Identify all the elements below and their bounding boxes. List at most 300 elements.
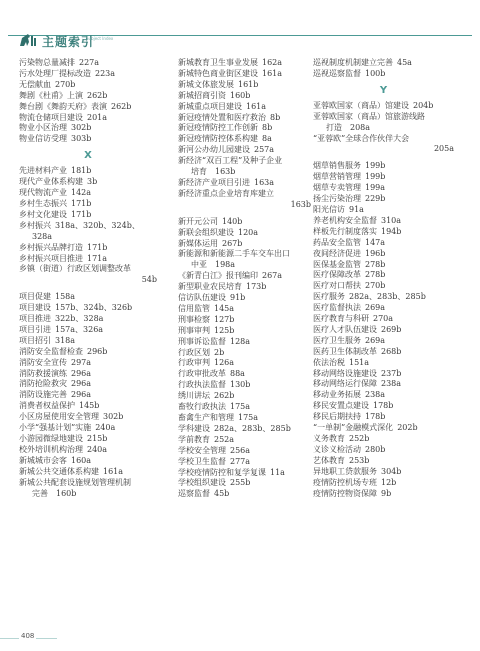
entry-term: 巡察监督: [178, 489, 210, 499]
entry-term: 医疗教育与科研: [313, 314, 369, 324]
index-column-2: [178, 58, 311, 500]
entry-page-ref: 9b: [381, 488, 392, 498]
entry-term: 学校卫生监督: [178, 456, 226, 466]
entry-page-ref: 161a: [103, 466, 124, 476]
entry-term: 学校疫情防控和复学复课: [178, 467, 266, 477]
index-entry: [19, 390, 157, 401]
index-entry: [178, 80, 311, 91]
index-entry: [19, 254, 157, 265]
index-entry: [178, 134, 311, 145]
index-entry: [19, 221, 157, 243]
entry-term: 异地职工贷款服务: [313, 466, 377, 476]
entry-page-ref: 252a: [214, 434, 235, 444]
entry-page-ref: 262b: [214, 391, 235, 401]
index-entry: [313, 303, 454, 314]
index-entry: [313, 423, 454, 434]
index-entry: [178, 156, 311, 178]
index-entry: [19, 358, 157, 369]
index-entry: [178, 446, 311, 457]
entry-page-ref: 269a: [365, 335, 386, 345]
index-entry: [313, 336, 454, 347]
index-entry: [178, 228, 311, 239]
index-entry: [178, 358, 311, 369]
index-entry: [178, 271, 311, 282]
entry-term: 疫情防控机场专班: [313, 477, 377, 487]
entry-page-ref: 199b: [365, 161, 386, 171]
index-entry: [313, 58, 454, 69]
index-entry: [178, 457, 311, 468]
entry-page-ref: 163a: [254, 177, 275, 187]
entry-term: 污水处理厂提标改造: [19, 68, 91, 78]
entry-term: 刑事审判: [178, 325, 210, 335]
entry-term: 新城特色商业街区建设: [178, 68, 258, 78]
entry-term: 义诊义检活动: [313, 444, 361, 454]
entry-term: 项目招引: [19, 335, 51, 345]
entry-page-ref: 173b: [246, 282, 267, 292]
entry-page-ref: 280b: [365, 444, 386, 454]
index-entry: [313, 467, 454, 478]
index-entry: [178, 326, 311, 337]
index-entry: [313, 205, 454, 216]
page-subtitle: Subject Index: [86, 36, 114, 41]
entry-term: 医疗保障改革: [313, 270, 361, 280]
index-entry: [178, 424, 311, 435]
entry-page-ref: 120a: [238, 227, 259, 237]
index-entry: [313, 69, 454, 80]
index-entry: [19, 134, 157, 145]
entry-term: 新城文体旅发展: [178, 79, 234, 89]
entry-term: 小游园微绿地建设: [19, 434, 83, 443]
entry-page-ref: 175a: [238, 413, 259, 422]
index-entry: [19, 69, 157, 80]
entry-term: 刑事诉讼监督: [178, 336, 226, 346]
entry-term: 新经济“双百工程”及种子企业: [178, 156, 283, 166]
entry-term: 新城招商引资: [178, 90, 226, 100]
entry-term: 学科建设: [178, 423, 210, 433]
index-entry: [178, 217, 311, 228]
entry-term: 项目建设: [19, 303, 51, 313]
entry-term: 消防抢险救灾: [19, 379, 67, 389]
entry-page-ref: 125b: [214, 325, 235, 335]
index-entry: [19, 456, 157, 467]
entry-term: 现代物流产业: [19, 188, 67, 198]
entry-page-ref: 45a: [397, 58, 412, 67]
index-entry: [313, 260, 454, 271]
index-entry: [178, 380, 311, 391]
index-entry: [19, 210, 157, 221]
index-entry: [178, 489, 311, 500]
entry-page-ref: 157a、326a: [55, 324, 104, 334]
entry-page-ref: 252b: [349, 434, 370, 443]
entry-term: 新开元公司: [178, 216, 218, 226]
index-entry: [313, 379, 454, 390]
entry-term: 绣川讲坛: [178, 391, 210, 401]
entry-term: 舞剧《杜甫》上演: [19, 90, 83, 100]
entry-term: 乡村振兴项目推进: [19, 253, 83, 263]
index-entry: [178, 282, 311, 293]
index-entry: [178, 468, 311, 479]
entry-term: 亚蓉欧国家（商品）馆建设: [313, 100, 409, 110]
entry-page-ref: 127b: [214, 314, 235, 324]
entry-term: 行政区划: [178, 347, 210, 357]
index-entry: [19, 303, 157, 314]
index-entry: [313, 489, 454, 500]
entry-term: 义务教育: [313, 434, 345, 443]
index-column-3: [313, 58, 454, 499]
entry-term: 乡镇（街道）行政区划调整改革: [19, 264, 131, 274]
index-entry: [19, 478, 157, 500]
index-entry: [19, 445, 157, 456]
index-entry: [19, 91, 157, 102]
entry-page-ref: 270b: [55, 79, 76, 89]
entry-term: 医疗监督执法: [313, 303, 361, 313]
index-entry: [313, 270, 454, 281]
entry-page-ref: 171b: [87, 242, 108, 252]
entry-term: 现代产业体系构建: [19, 177, 83, 187]
entry-term: 乡村振兴品牌打造: [19, 242, 83, 252]
index-entry: [19, 166, 157, 177]
index-entry: [313, 172, 454, 183]
entry-page-ref: 240a: [95, 423, 116, 433]
index-entry: [313, 161, 454, 172]
entry-term: 行政审批改革: [178, 369, 226, 379]
page-title: 主题索引: [42, 35, 95, 49]
entry-page-ref: 238a: [381, 379, 402, 389]
entry-term: 新城重点项目建设: [178, 101, 242, 111]
index-entry: [313, 101, 454, 112]
index-entry: [313, 292, 454, 303]
entry-term: 物流仓储项目建设: [19, 112, 83, 122]
entry-term: 项目促建: [19, 292, 51, 302]
entry-page-ref: 171b: [71, 198, 92, 208]
entry-term: 移动业务拓展: [313, 390, 361, 400]
entry-page-ref: 318a、320b、324b、: [55, 220, 140, 230]
entry-term: 新冠疫情防控工作创新: [178, 123, 258, 133]
index-entry: [313, 325, 454, 336]
entry-term: 移民后期扶持: [313, 412, 361, 422]
entry-page-ref: 11a: [270, 467, 285, 477]
entry-page-ref: 160b: [230, 90, 251, 100]
entry-page-ref: 303b: [71, 134, 92, 144]
entry-term: 移动网络运行保障: [313, 379, 377, 389]
entry-term: 学前教育: [178, 434, 210, 444]
index-entry: [178, 145, 311, 156]
entry-term: 烟草专卖管理: [313, 183, 361, 193]
page-header: [0, 0, 480, 54]
index-entry: [313, 390, 454, 401]
index-entry: [178, 123, 311, 134]
entry-page-ref: 310a: [381, 215, 402, 225]
entry-page-ref: 269b: [381, 324, 402, 334]
index-entry: [313, 194, 454, 205]
entry-term: 信用监管: [178, 303, 210, 313]
entry-term: 医疗卫生服务: [313, 335, 361, 345]
entry-page-ref: 45b: [214, 489, 230, 499]
entry-page-ref: 151a: [349, 357, 370, 367]
index-entry: [19, 401, 157, 412]
entry-term: 移民安置点建设: [313, 401, 369, 411]
entry-page-ref: 257a: [254, 145, 275, 155]
entry-page-ref: 227a: [79, 58, 100, 67]
entry-page-ref: 161b: [238, 79, 259, 89]
entry-term: 样板先行制度落实: [313, 226, 377, 236]
entry-term: 学校安全管理: [178, 445, 226, 455]
horse-logo-icon: [17, 32, 39, 48]
entry-page-ref: 205a: [433, 144, 454, 154]
entry-page-ref: 223a: [95, 68, 116, 78]
index-entry: [313, 281, 454, 292]
entry-page-ref: 296a: [71, 368, 92, 378]
index-entry: [19, 434, 157, 445]
entry-page-ref: 255b: [230, 478, 251, 488]
index-entry: [19, 379, 157, 390]
entry-page-ref: 196b: [365, 248, 386, 258]
entry-page-ref: 297a: [71, 357, 92, 367]
index-column-1: [19, 58, 157, 499]
entry-page-ref: 282a、283b、285b: [349, 292, 426, 302]
entry-page-ref: 88a: [230, 369, 245, 379]
entry-term: 《新青白江》报刊编印: [178, 271, 258, 281]
entry-term: 烟草销售服务: [313, 161, 361, 171]
index-entry: [178, 337, 311, 348]
entry-page-ref: 178b: [365, 412, 386, 422]
entry-term: 药品安全监管: [313, 237, 361, 247]
entry-page-ref: 229b: [365, 194, 386, 204]
index-entry: [313, 478, 454, 489]
entry-term: 医疗服务: [313, 292, 345, 302]
entry-term: 刑事检察: [178, 314, 210, 324]
index-entry: [19, 177, 157, 188]
entry-term: 行政审判: [178, 358, 210, 368]
entry-term: 乡村文化建设: [19, 209, 67, 219]
index-entry: [19, 325, 157, 336]
index-entry: [178, 249, 311, 271]
index-entry: [313, 445, 454, 456]
index-entry: [178, 413, 311, 424]
entry-page-ref: 162a: [262, 58, 283, 67]
entry-page-ref: 262b: [87, 90, 108, 100]
entry-page-ref: 277a: [230, 456, 251, 466]
entry-page-ref: 171a: [87, 253, 108, 263]
entry-term: 阳光信访: [313, 204, 345, 214]
entry-term: “亚蓉欧”全球合作伙伴大会: [313, 133, 410, 143]
entry-term: 疫情防控物资保障: [313, 488, 377, 498]
entry-term: 移动网络设施建设: [313, 368, 377, 378]
entry-page-ref: 161a: [262, 68, 283, 78]
entry-page-ref: 160a: [71, 455, 92, 465]
index-entry: [19, 314, 157, 325]
index-entry: [313, 456, 454, 467]
entry-page-ref: 304b: [381, 466, 402, 476]
entry-term: 物业小区治理: [19, 123, 67, 133]
index-entry: [178, 402, 311, 413]
entry-page-ref: 8b: [262, 123, 273, 133]
entry-page-ref: 145a: [214, 303, 235, 313]
index-entry: [178, 304, 311, 315]
entry-page-ref: 100b: [365, 68, 386, 78]
entry-page-ref: 240a: [87, 444, 108, 454]
index-entry: [178, 348, 311, 359]
index-entry: [19, 292, 157, 303]
entry-term: 新城公共交通体系构建: [19, 466, 99, 476]
entry-page-ref: 161a: [246, 101, 267, 111]
entry-page-ref: 2b: [214, 347, 225, 357]
entry-page-ref: 199a: [365, 183, 386, 193]
entry-term: 消防设施完善: [19, 390, 67, 400]
entry-page-ref: 199b: [365, 172, 386, 182]
entry-page-ref: 194b: [381, 226, 402, 236]
entry-page-ref: 296a: [71, 379, 92, 389]
entry-page-ref: 178b: [373, 401, 394, 411]
index-entry: [178, 102, 311, 113]
entry-term: 医保基金监管: [313, 259, 361, 269]
entry-page-ref: 267a: [262, 271, 283, 281]
index-entry: [178, 91, 311, 102]
entry-page-ref: 204b: [413, 100, 434, 110]
entry-term: 新城公共配套设施规划管理机制: [19, 477, 131, 487]
entry-page-ref: 302b: [71, 123, 92, 133]
entry-page-ref: 91a: [349, 204, 364, 214]
entry-page-ref: 175a: [230, 402, 251, 412]
entry-term: 新经济重点企业培育库建立: [178, 188, 274, 198]
index-entry: [178, 478, 311, 489]
entry-term: 新冠疫情防控体系构建: [178, 134, 258, 144]
entry-term: 无偿献血: [19, 79, 51, 89]
entry-page-ref: 91b: [230, 293, 246, 303]
index-entry: [313, 358, 454, 369]
index-entry: [178, 435, 311, 446]
index-entry: [19, 423, 157, 434]
entry-term: 新冠疫情处置和医疗救治: [178, 112, 266, 122]
entry-term: 新能源和新能源二手车交车出口: [178, 249, 290, 259]
entry-term: 物业信访受理: [19, 134, 67, 144]
entry-term: 亚蓉欧国家（商品）馆旅游线路: [313, 111, 425, 121]
index-entry: [178, 391, 311, 402]
entry-page-ref: 130b: [230, 380, 251, 390]
index-entry: [19, 199, 157, 210]
index-entry: [19, 412, 157, 423]
entry-page-ref: 269a: [365, 303, 386, 313]
index-entry: [313, 314, 454, 325]
index-entry: [313, 369, 454, 380]
entry-page-ref: 322b、328a: [55, 314, 104, 324]
entry-term: 畜牧行政执法: [178, 402, 226, 412]
index-entry: [19, 113, 157, 124]
index-entry: [178, 239, 311, 250]
entry-term: 小区房屋使用安全管理: [19, 412, 99, 422]
section-letter: Y: [379, 84, 388, 96]
page-number: 408: [21, 632, 35, 640]
index-entry: [178, 293, 311, 304]
index-entry: [313, 183, 454, 194]
entry-term: 乡村生态振兴: [19, 198, 67, 208]
entry-page-ref: 171b: [71, 209, 92, 219]
entry-page-ref: 296b: [87, 346, 108, 356]
index-entry: [313, 401, 454, 412]
entry-term: 医药卫生体制改革: [313, 346, 377, 356]
entry-page-ref: 278b: [365, 270, 386, 280]
entry-page-ref: 262b: [111, 101, 132, 111]
entry-page-ref: 238a: [365, 390, 386, 400]
entry-term: 新经济产业项目引进: [178, 177, 250, 187]
section-letter: X: [84, 150, 92, 162]
entry-term: 消防安全监督检查: [19, 346, 83, 356]
entry-term: 项目推进: [19, 314, 51, 324]
entry-term: 新联会组织建设: [178, 227, 234, 237]
index-entry: [313, 412, 454, 423]
entry-page-ref: 278b: [365, 259, 386, 269]
entry-page-ref: 202b: [397, 423, 418, 433]
index-entry: [19, 336, 157, 347]
entry-page-ref: 128a: [230, 336, 251, 346]
entry-term: 依法治税: [313, 357, 345, 367]
entry-term: 巡视巡察监督: [313, 68, 361, 78]
index-entry: [19, 123, 157, 134]
entry-term: 消防救援演练: [19, 368, 67, 378]
entry-term: 信访队伍建设: [178, 293, 226, 303]
index-entry: [313, 216, 454, 227]
entry-term: 行政执法监督: [178, 380, 226, 390]
entry-term: 巡视制度机制建立完善: [313, 58, 393, 67]
index-entry: [19, 467, 157, 478]
index-entry: [19, 243, 157, 254]
entry-page-ref: 296a: [71, 390, 92, 400]
entry-term: 扬尘污染治理: [313, 194, 361, 204]
entry-term: 夜间经济促进: [313, 248, 361, 258]
entry-page-ref: 145b: [79, 401, 100, 411]
entry-page-ref: 163b: [290, 199, 311, 209]
entry-term: 舞台剧《舞韵天府》表演: [19, 101, 107, 111]
index-entry: [178, 189, 311, 211]
index-entry: [19, 188, 157, 199]
entry-term: 艺体教育: [313, 455, 345, 465]
entry-page-ref: 237b: [381, 368, 402, 378]
index-entry: [19, 369, 157, 380]
entry-term: 消防安全宣传: [19, 357, 67, 367]
index-entry: [19, 80, 157, 91]
entry-page-ref: 201a: [87, 112, 108, 122]
entry-page-ref: 8a: [262, 134, 272, 144]
entry-term: 新城城市会客: [19, 455, 67, 465]
entry-term: 项目引进: [19, 324, 51, 334]
entry-page-ref: 157b、324b、326b: [55, 303, 133, 313]
index-entry: [313, 249, 454, 260]
entry-page-ref: 126a: [214, 358, 235, 368]
index-entry: [178, 369, 311, 380]
entry-page-ref: 140b: [222, 216, 243, 226]
entry-continuation: 打造 208a: [326, 122, 371, 132]
index-entry: [178, 113, 311, 124]
entry-page-ref: 158a: [55, 292, 76, 302]
entry-page-ref: 256a: [230, 445, 251, 455]
entry-page-ref: 302b: [103, 412, 124, 422]
entry-term: 新型职业农民培育: [178, 282, 242, 292]
index-entry: [178, 178, 311, 189]
entry-continuation: 培育 163b: [191, 167, 236, 177]
index-entry: [313, 227, 454, 238]
entry-page-ref: 253b: [349, 455, 370, 465]
entry-term: 医疗人才队伍建设: [313, 324, 377, 334]
entry-page-ref: 268b: [381, 346, 402, 356]
entry-page-ref: 282a、283b、285b: [214, 423, 291, 433]
index-entry: [313, 347, 454, 358]
entry-term: 污染物总量减排: [19, 58, 75, 67]
index-entry: [313, 134, 454, 156]
index-entry: [19, 264, 157, 286]
entry-page-ref: 3b: [87, 177, 98, 187]
entry-continuation: 中亚 198a: [191, 260, 236, 270]
index-entry: [19, 347, 157, 358]
